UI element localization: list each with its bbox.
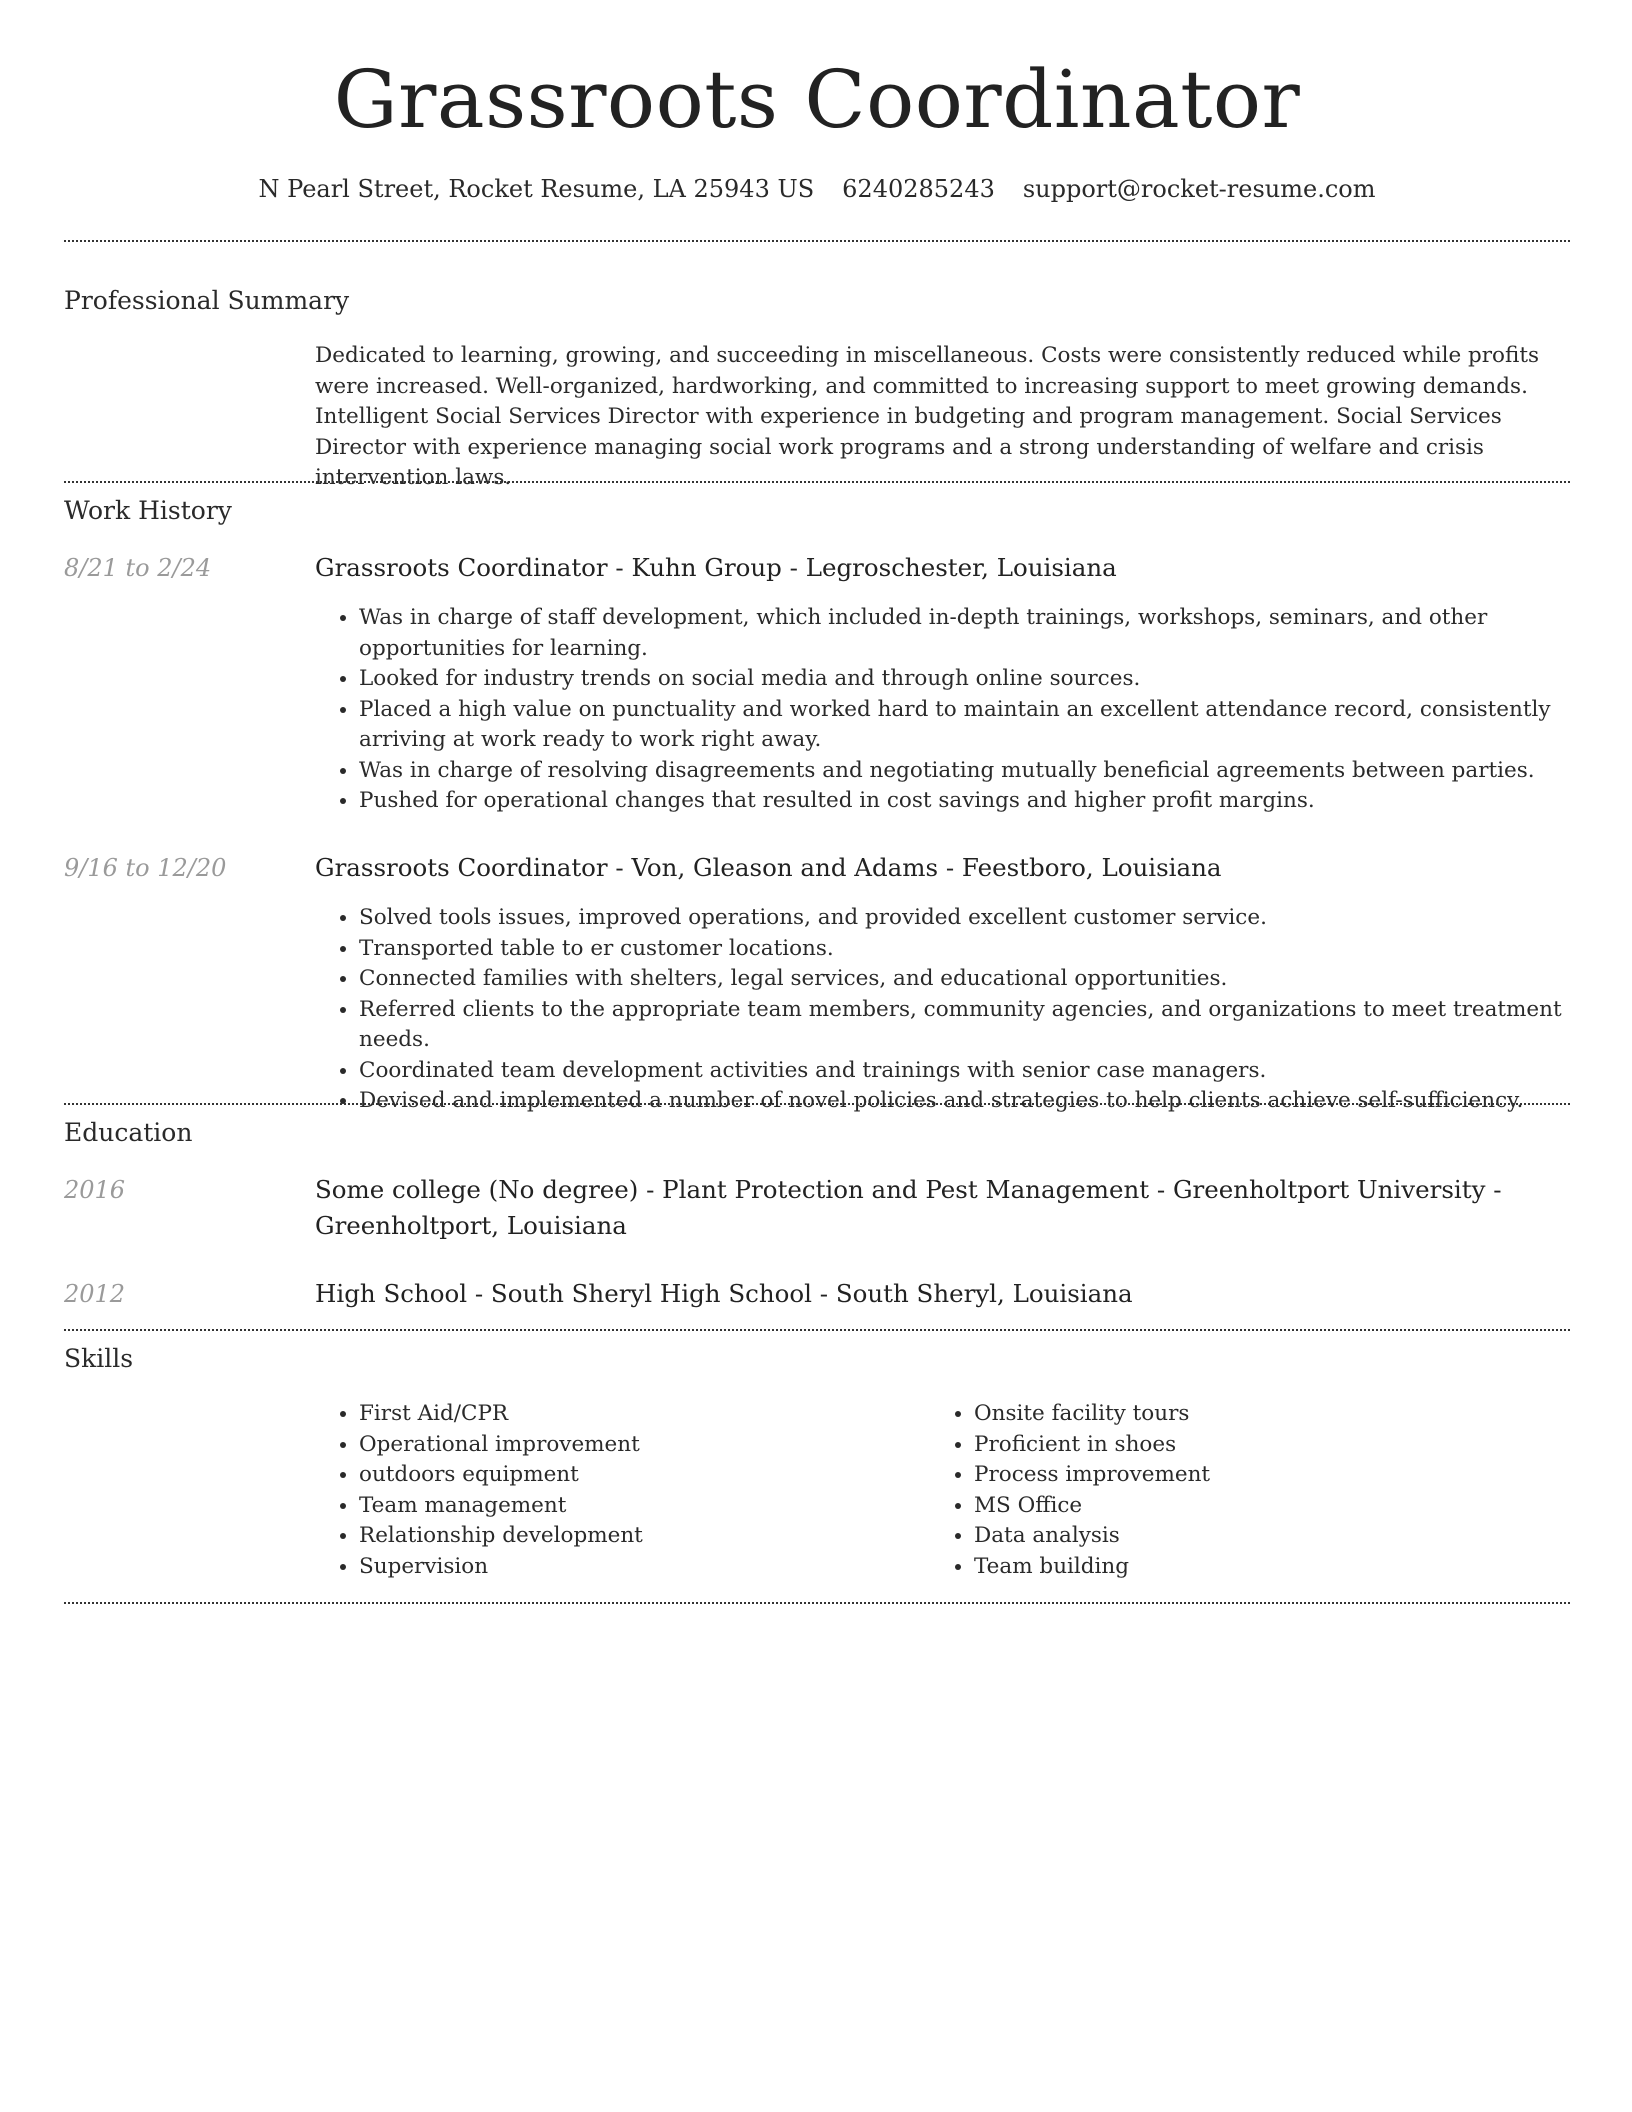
skill-item: • Supervision [359,1552,895,1583]
divider [64,240,1570,242]
education-heading: Some college (No degree) - Plant Protection and Pest Management - Greenholtport University - Greenholtport, Louisiana [315,1175,1502,1240]
list-item: • Coordinated team development activities and trainings with senior case managers. [359,1056,1570,1087]
divider [64,1329,1570,1331]
skill-item: • Team management [359,1491,895,1522]
section-title-education: Education [64,1118,193,1147]
skill-item: • MS Office [974,1491,1510,1522]
section-title-summary: Professional Summary [64,286,350,315]
skill-item: • Process improvement [974,1460,1510,1491]
skill-item: • Relationship development [359,1521,895,1552]
job-bullets [315,903,1570,1117]
skill-item: • Team building [974,1552,1510,1583]
skill-item: • outdoors equipment [359,1460,895,1491]
list-item: • Devised and implemented a number of novel policies and strategies to help clients achieve self-sufficiency. [359,1086,1570,1117]
divider [64,1602,1570,1604]
skills-list-left [315,1399,895,1582]
skill-item: • Data analysis [974,1521,1510,1552]
list-item: • Solved tools issues, improved operations, and provided excellent customer service. [359,903,1570,934]
list-item: • Pushed for operational changes that resulted in cost savings and higher profit margins. [359,786,1570,817]
list-item: • Looked for industry trends on social media and through online sources. [359,664,1570,695]
list-item: • Was in charge of resolving disagreements and negotiating mutually beneficial agreements between parties. [359,756,1570,787]
education-year: 2012 [64,1280,126,1308]
list-item: • Was in charge of staff development, which included in-depth trainings, workshops, seminars, and other opportunities for learning. [359,603,1570,664]
list-item: • Placed a high value on punctuality and worked hard to maintain an excellent attendance record, consistently arriving at work ready to work right away. [359,695,1570,756]
contact-email: support@rocket-resume.com [1022,175,1376,203]
job-heading: Grassroots Coordinator - Von, Gleason and Adams - Feestboro, Louisiana [315,853,1222,882]
job-dates: 9/16 to 12/20 [64,854,227,882]
summary-text: Dedicated to learning, growing, and succeeding in miscellaneous. Costs were consistently reduced while profits were increased. Well-organized, hardworking, and committed to increasing support to meet growing demands. Intelligent Social Services Director with experience in budgeting and program management. Social Services Director with experience managing social work programs and a strong understanding of welfare and crisis intervention laws. [315,343,1539,490]
job-heading: Grassroots Coordinator - Kuhn Group - Legroschester, Louisiana [315,553,1117,582]
contact-address: N Pearl Street, Rocket Resume, LA 25943 US [258,175,815,203]
list-item: • Connected families with shelters, legal services, and educational opportunities. [359,964,1570,995]
skill-item: • Proficient in shoes [974,1430,1510,1461]
resume-name: Grassroots Coordinator [333,53,1301,146]
education-year: 2016 [64,1176,126,1204]
contact-line [64,172,1570,206]
contact-phone: 6240285243 [842,175,995,203]
divider [64,1103,1570,1105]
section-title-skills: Skills [64,1344,134,1373]
list-item: • Transported table to er customer locations. [359,934,1570,965]
job-bullets [315,603,1570,817]
education-heading: High School - South Sheryl High School - South Sheryl, Louisiana [315,1279,1133,1308]
skill-item: • Onsite facility tours [974,1399,1510,1430]
divider [64,481,1570,483]
skill-item: • First Aid/CPR [359,1399,895,1430]
job-dates: 8/21 to 2/24 [64,554,212,582]
section-title-work: Work History [64,496,232,525]
list-item: • Referred clients to the appropriate team members, community agencies, and organizations to meet treatment needs. [359,995,1570,1056]
skills-list-right [930,1399,1510,1582]
skill-item: • Operational improvement [359,1430,895,1461]
